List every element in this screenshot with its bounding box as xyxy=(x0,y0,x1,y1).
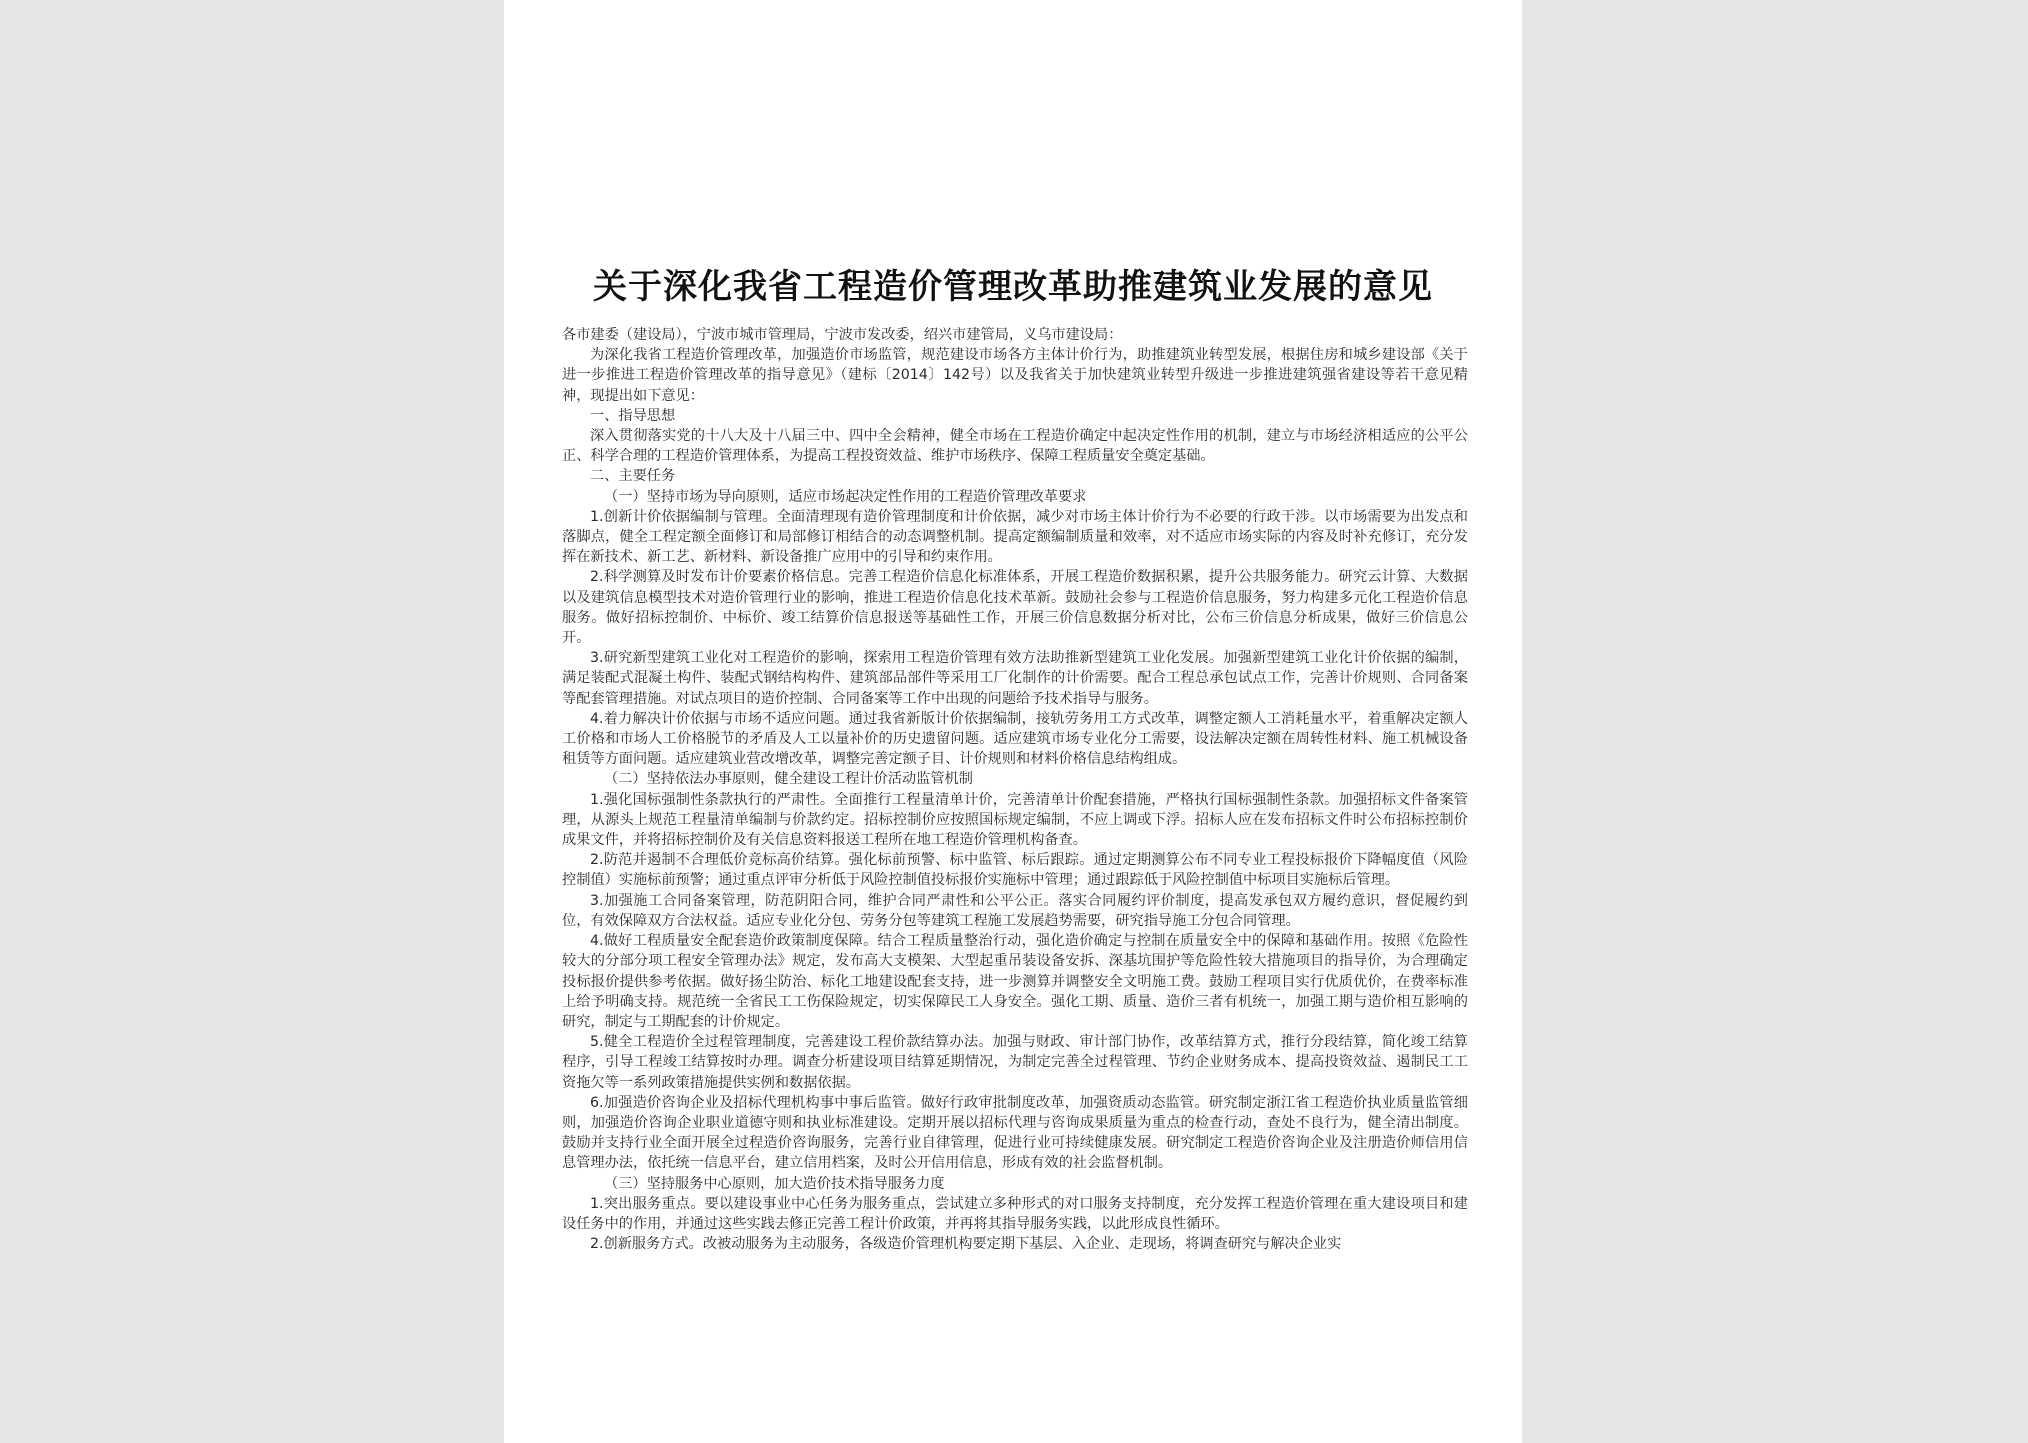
paragraph: 4.做好工程质量安全配套造价政策制度保障。结合工程质量整治行动，强化造价确定与控制在质量安全中的保障和基础作用。按照《危险性较大的分部分项工程安全管理办法》规定，发布高大支模架、大型起重吊装设备安拆、深基坑围护等危险性较大措施项目的指导价，为合理确定投标报价提供参考依据。做好扬尘防治、标化工地建设配套支持，进一步测算并调整安全文明施工费。鼓励工程项目实行优质优价，在费率标准上给予明确支持。规范统一全省民工工伤保险规定，切实保障民工人身安全。强化工期、质量、造价三者有机统一，加强工期与造价相互影响的研究，制定与工期配套的计价规定。 xyxy=(562,933,1468,1030)
paragraph: 6.加强造价咨询企业及招标代理机构事中事后监管。做好行政审批制度改革，加强资质动态监管。研究制定浙江省工程造价执业质量监管细则，加强造价咨询企业职业道德守则和执业标准建设。定期开展以招标代理与咨询成果质量为重点的检查行动，查处不良行为，健全清出制度。鼓励并支持行业全面开展全过程造价咨询服务，完善行业自律管理，促进行业可持续健康发展。研究制定工程造价咨询企业及注册造价师信用信息管理办法，依托统一信息平台，建立信用档案，及时公开信用信息，形成有效的社会监督机制。 xyxy=(562,1094,1468,1172)
section-heading: 二、主要任务 xyxy=(590,468,676,485)
paragraph: 1.突出服务重点。要以建设事业中心任务为服务重点，尝试建立多种形式的对口服务支持制度，充分发挥工程造价管理在重大建设项目和建设任务中的作用，并通过这些实践去修正完善工程计价政策，并再将其指导服务实践，以此形成良性循环。 xyxy=(562,1195,1468,1232)
subsection-heading: （三）坚持服务中心原则，加大造价技术指导服务力度 xyxy=(604,1175,945,1192)
paragraph: 1.创新计价依据编制与管理。全面清理现有造价管理制度和计价依据，减少对市场主体计价行为不必要的行政干涉。以市场需要为出发点和落脚点，健全工程定额全面修订和局部修订相结合的动态调整机制。提高定额编制质量和效率，对不适应市场实际的内容及时补充修订，充分发挥在新技术、新工艺、新材料、新设备推广应用中的引导和约束作用。 xyxy=(562,508,1468,566)
paragraph: 4.着力解决计价依据与市场不适应问题。通过我省新版计价依据编制，接轨劳务用工方式改革，调整定额人工消耗量水平，着重解决定额人工价格和市场人工价格脱节的矛盾及人工以量补价的历史遗留问题。适应建筑市场专业化分工需要，设法解决定额在周转性材料、施工机械设备租赁等方面问题。适应建筑业营改增改革，调整完善定额子目、计价规则和材料价格信息结构组成。 xyxy=(562,710,1468,768)
section-heading: 一、指导思想 xyxy=(590,407,676,424)
paragraph: 3.研究新型建筑工业化对工程造价的影响，探索用工程造价管理有效方法助推新型建筑工业化发展。加强新型建筑工业化计价依据的编制，满足装配式混凝土构件、装配式钢结构构件、建筑部品部件等采用工厂化制作的计价需要。配合工程总承包试点工作，完善计价规则、合同备案等配套管理措施。对试点项目的造价控制、合同备案等工作中出现的问题给予技术指导与服务。 xyxy=(562,650,1468,707)
paragraph: 2.防范并遏制不合理低价竞标高价结算。强化标前预警、标中监管、标后跟踪。通过定期测算公布不同专业工程投标报价下降幅度值（风险控制值）实施标前预警；通过重点评审分析低于风险控制值投标报价实施标中管理；通过跟踪低于风险控制值中标项目实施标后管理。 xyxy=(562,852,1468,889)
paragraph: 1.强化国标强制性条款执行的严肃性。全面推行工程量清单计价，完善清单计价配套措施，严格执行国标强制性条款。加强招标文件备案管理，从源头上规范工程量清单编制与价款约定。招标控制价应按照国标规定编制，不应上调或下浮。招标人应在发布招标文件时公布招标控制价成果文件，并将招标控制价及有关信息资料报送工程所在地工程造价管理机构备查。 xyxy=(562,791,1468,849)
document-title: 关于深化我省工程造价管理改革助推建筑业发展的意见 xyxy=(593,267,1433,307)
intro-paragraph: 为深化我省工程造价管理改革，加强造价市场监管，规范建设市场各方主体计价行为，助推建筑业转型发展，根据住房和城乡建设部《关于进一步推进工程造价管理改革的指导意见》（建标〔2014〕142号）以及我省关于加快建筑业转型升级进一步推进建筑强省建设等若干意见精神，现提出如下意见： xyxy=(562,347,1468,404)
paragraph: 深入贯彻落实党的十八大及十八届三中、四中全会精神，健全市场在工程造价确定中起决定性作用的机制，建立与市场经济相适应的公平公正、科学合理的工程造价管理体系，为提高工程投资效益、维护市场秩序、保障工程质量安全奠定基础。 xyxy=(562,428,1468,465)
paragraph: 5.健全工程造价全过程管理制度，完善建设工程价款结算办法。加强与财政、审计部门协作，改革结算方式，推行分段结算，简化竣工结算程序，引导工程竣工结算按时办理。调查分析建设项目结算延期情况，为制定完善全过程管理、节约企业财务成本、提高投资效益、遏制民工工资拖欠等一系列政策措施提供实例和数据依据。 xyxy=(562,1034,1468,1091)
recipients-line: 各市建委（建设局），宁波市城市管理局，宁波市发改委，绍兴市建管局，义乌市建设局： xyxy=(562,327,1123,343)
document-page xyxy=(504,0,1522,1443)
subsection-heading: （二）坚持依法办事原则，健全建设工程计价活动监管机制 xyxy=(604,771,973,788)
subsection-heading: （一）坚持市场为导向原则，适应市场起决定性作用的工程造价管理改革要求 xyxy=(604,488,1087,505)
paragraph: 2.科学测算及时发布计价要素价格信息。完善工程造价信息化标准体系，开展工程造价数据积累，提升公共服务能力。研究云计算、大数据以及建筑信息模型技术对造价管理行业的影响，推进工程造价信息化技术革新。鼓励社会参与工程造价信息服务，努力构建多元化工程造价信息服务。做好招标控制价、中标价、竣工结算价信息报送等基础性工作，开展三价信息数据分析对比，公布三价信息分析成果，做好三价信息公开。 xyxy=(562,569,1468,647)
paragraph: 3.加强施工合同备案管理，防范阴阳合同，维护合同严肃性和公平公正。落实合同履约评价制度，提高发承包双方履约意识，督促履约到位，有效保障双方合法权益。适应专业化分包、劳务分包等建筑工程施工发展趋势需要，研究指导施工分包合同管理。 xyxy=(562,892,1468,929)
document-body xyxy=(562,325,1468,1254)
paragraph: 2.创新服务方式。改被动服务为主动服务，各级造价管理机构要定期下基层、入企业、走现场，将调查研究与解决企业实 xyxy=(590,1236,1342,1253)
